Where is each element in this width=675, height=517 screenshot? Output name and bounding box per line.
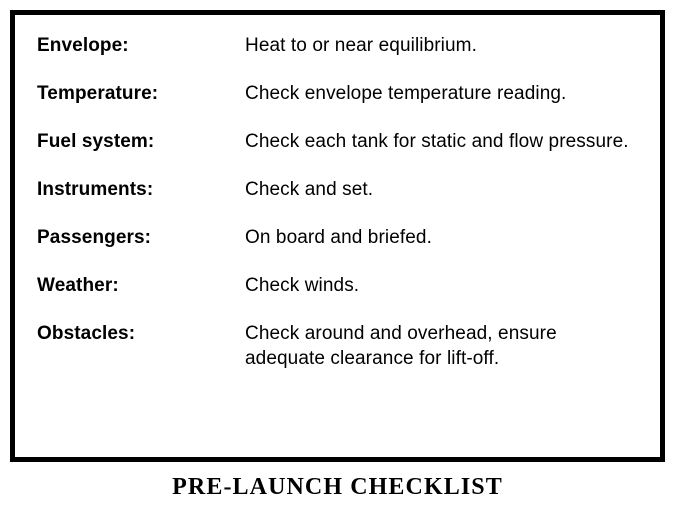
checklist-description: Check winds. — [245, 275, 360, 296]
checklist-row — [37, 129, 640, 154]
checklist-description: On board and briefed. — [245, 227, 432, 248]
checklist-row — [37, 321, 640, 371]
checklist-row — [37, 33, 640, 58]
checklist-description: Heat to or near equilibrium. — [245, 35, 477, 56]
checklist-term: Fuel system: — [37, 131, 155, 152]
checklist-description: Check around and overhead, ensure adequate clearance for lift-off. — [245, 323, 557, 369]
checklist-row — [37, 177, 640, 202]
checklist-description: Check each tank for static and flow pressure. — [245, 131, 629, 152]
checklist-term: Temperature: — [37, 83, 159, 104]
checklist-description: Check envelope temperature reading. — [245, 83, 567, 104]
checklist-term: Envelope: — [37, 35, 129, 56]
checklist-rows — [15, 15, 660, 371]
checklist-term: Obstacles: — [37, 323, 136, 344]
checklist-row — [37, 81, 640, 106]
checklist-description: Check and set. — [245, 179, 374, 200]
checklist-term: Instruments: — [37, 179, 154, 200]
checklist-row — [37, 225, 640, 250]
checklist-term: Passengers: — [37, 227, 152, 248]
checklist-term: Weather: — [37, 275, 119, 296]
checklist-box — [10, 10, 665, 462]
figure-caption: PRE-LAUNCH CHECKLIST — [172, 474, 503, 500]
checklist-row — [37, 273, 640, 298]
